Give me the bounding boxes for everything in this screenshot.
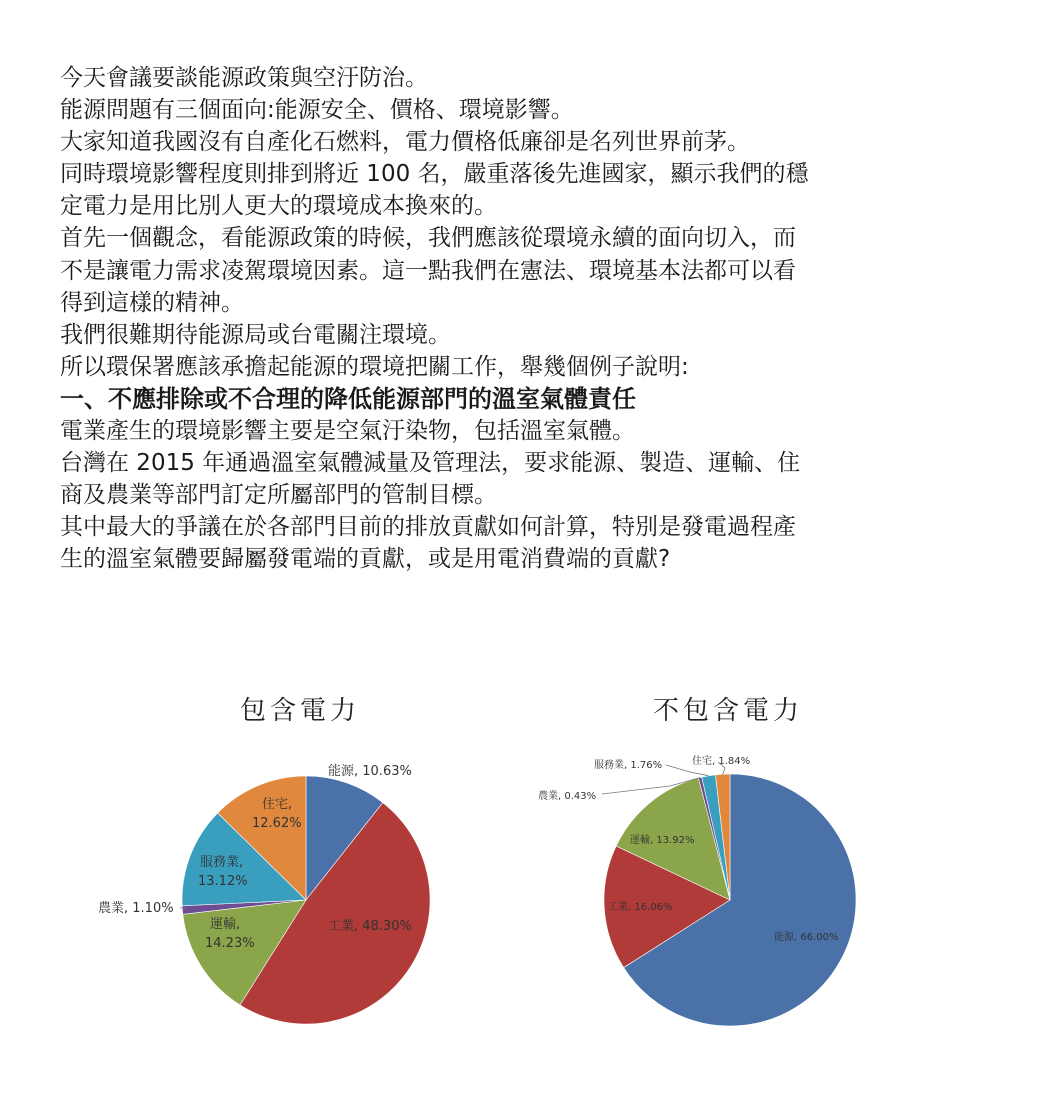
data-label: 工業, 48.30% bbox=[328, 919, 412, 934]
pie-chart-with-power bbox=[80, 748, 500, 1048]
data-label: 服務業, 1.76% bbox=[594, 760, 663, 771]
data-label-value: 13.12% bbox=[198, 873, 248, 889]
data-label: 住宅, 1.84% bbox=[692, 756, 751, 767]
chart-title-with-power: 包含電力 bbox=[240, 696, 361, 726]
paragraph: 得到這樣的精神。 bbox=[60, 289, 244, 316]
data-label: 能源, 66.00% bbox=[774, 932, 839, 943]
data-label: 能源, 10.63% bbox=[328, 764, 412, 779]
data-label: 工業, 16.06% bbox=[608, 902, 673, 913]
data-label-name: 住宅, bbox=[262, 797, 293, 812]
paragraph: 我們很難期待能源局或台電關注環境。 bbox=[60, 321, 451, 348]
paragraph: 其中最大的爭議在於各部門目前的排放貢獻如何計算，特別是發電過程產 bbox=[60, 514, 796, 541]
data-label-value: 12.62% bbox=[252, 815, 302, 831]
data-label-value: 14.23% bbox=[205, 935, 255, 951]
section-heading: 一、不應排除或不合理的降低能源部門的溫室氣體責任 bbox=[60, 384, 636, 413]
paragraph: 電業產生的環境影響主要是空氣汙染物，包括溫室氣體。 bbox=[60, 418, 635, 445]
article-text bbox=[60, 62, 960, 576]
data-label: 運輸, 13.92% bbox=[630, 835, 695, 846]
paragraph: 能源問題有三個面向:能源安全、價格、環境影響。 bbox=[60, 97, 574, 124]
paragraph: 不是讓電力需求凌駕環境因素。這一點我們在憲法、環境基本法都可以看 bbox=[60, 257, 796, 284]
paragraph: 台灣在 2015 年通過溫室氣體減量及管理法，要求能源、製造、運輸、住 bbox=[60, 450, 801, 477]
data-label-name: 運輸, bbox=[210, 917, 241, 932]
chart-title-without-power: 不包含電力 bbox=[653, 696, 804, 726]
paragraph: 今天會議要談能源政策與空汙防治。 bbox=[60, 65, 428, 91]
paragraph: 定電力是用比別人更大的環境成本換來的。 bbox=[60, 193, 497, 220]
data-label: 農業, 0.43% bbox=[538, 791, 597, 802]
data-label-name: 服務業, bbox=[200, 855, 244, 870]
paragraph: 首先一個觀念，看能源政策的時候，我們應該從環境永續的面向切入，而 bbox=[60, 225, 796, 252]
data-label: 農業, 1.10% bbox=[98, 901, 174, 916]
pie-chart-without-power bbox=[520, 748, 920, 1048]
paragraph: 大家知道我國沒有自產化石燃料，電力價格低廉卻是名列世界前茅。 bbox=[60, 129, 750, 156]
paragraph: 同時環境影響程度則排到將近 100 名，嚴重落後先進國家，顯示我們的穩 bbox=[60, 161, 809, 188]
paragraph: 所以環保署應該承擔起能源的環境把關工作，舉幾個例子說明: bbox=[60, 353, 689, 380]
paragraph: 生的溫室氣體要歸屬發電端的貢獻，或是用電消費端的貢獻? bbox=[60, 546, 671, 573]
paragraph: 商及農業等部門訂定所屬部門的管制目標。 bbox=[60, 482, 497, 509]
